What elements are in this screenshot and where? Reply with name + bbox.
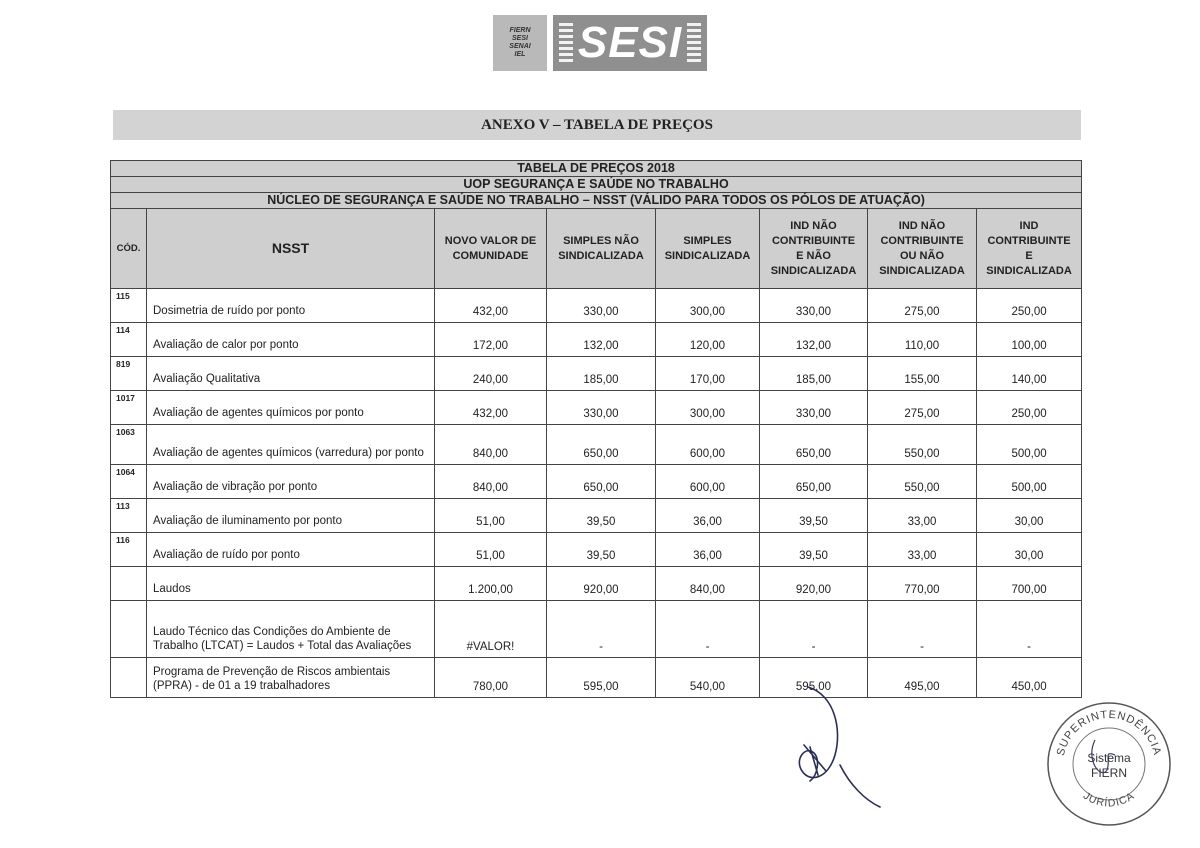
row-code: 819	[111, 357, 147, 391]
row-price: 33,00	[868, 499, 977, 533]
table-row	[111, 465, 1082, 499]
stamp-center-line-1: Sistema	[1087, 751, 1131, 765]
row-price: 650,00	[547, 425, 656, 465]
row-price: 100,00	[977, 323, 1082, 357]
row-price: 920,00	[760, 567, 868, 601]
row-description: Avaliação de agentes químicos por ponto	[147, 391, 435, 425]
row-price: 920,00	[547, 567, 656, 601]
logo-line-fiern: FIERN	[509, 27, 531, 34]
row-price: 550,00	[868, 425, 977, 465]
row-price: 300,00	[656, 289, 760, 323]
row-price: -	[977, 601, 1082, 658]
price-table	[110, 160, 1082, 698]
row-code: 113	[111, 499, 147, 533]
row-description: Dosimetria de ruído por ponto	[147, 289, 435, 323]
row-price: 650,00	[760, 465, 868, 499]
row-price: 650,00	[547, 465, 656, 499]
row-price: 172,00	[435, 323, 547, 357]
table-row	[111, 425, 1082, 465]
table-row	[111, 499, 1082, 533]
row-price: -	[868, 601, 977, 658]
header-nsst: NSST	[147, 209, 435, 289]
row-price: 39,50	[547, 533, 656, 567]
handwritten-signature	[780, 675, 890, 815]
table-row	[111, 658, 1082, 698]
logo-line-sesi: SESI	[512, 35, 528, 42]
row-price: 51,00	[435, 533, 547, 567]
header-simples-nao-sindicalizada: SIMPLES NÃO SINDICALIZADA	[547, 209, 656, 289]
row-price: 250,00	[977, 289, 1082, 323]
row-price: 140,00	[977, 357, 1082, 391]
table-row	[111, 391, 1082, 425]
row-price: 132,00	[760, 323, 868, 357]
juridica-stamp	[1045, 700, 1173, 828]
table-subtitle: UOP SEGURANÇA E SAÚDE NO TRABALHO	[111, 177, 1082, 193]
row-price: 595,00	[760, 658, 868, 698]
row-price: 300,00	[656, 391, 760, 425]
sesi-logo	[493, 15, 707, 71]
table-title: TABELA DE PREÇOS 2018	[111, 161, 1082, 177]
row-price: -	[760, 601, 868, 658]
row-description: Laudos	[147, 567, 435, 601]
row-price: 840,00	[656, 567, 760, 601]
header-ind-nao-contribuinte-e-nao: IND NÃO CONTRIBUINTE E NÃO SINDICALIZADA	[760, 209, 868, 289]
row-price: 595,00	[547, 658, 656, 698]
row-price: 240,00	[435, 357, 547, 391]
row-price: 495,00	[868, 658, 977, 698]
row-description: Avaliação de agentes químicos (varredura) por ponto	[147, 425, 435, 465]
row-price: 1.200,00	[435, 567, 547, 601]
header-novo-valor: NOVO VALOR DE COMUNIDADE	[435, 209, 547, 289]
table-row	[111, 323, 1082, 357]
row-price: 700,00	[977, 567, 1082, 601]
row-price: 550,00	[868, 465, 977, 499]
row-code: 1063	[111, 425, 147, 465]
row-price: 275,00	[868, 289, 977, 323]
row-price: 840,00	[435, 425, 547, 465]
row-description: Avaliação Qualitativa	[147, 357, 435, 391]
row-price: 780,00	[435, 658, 547, 698]
row-price: 39,50	[547, 499, 656, 533]
row-code: 114	[111, 323, 147, 357]
row-price: 39,50	[760, 533, 868, 567]
row-code: 1017	[111, 391, 147, 425]
row-price: 540,00	[656, 658, 760, 698]
row-price: 110,00	[868, 323, 977, 357]
row-price: 155,00	[868, 357, 977, 391]
row-price: 330,00	[547, 289, 656, 323]
row-price: 120,00	[656, 323, 760, 357]
row-price: 30,00	[977, 533, 1082, 567]
row-price: 432,00	[435, 289, 547, 323]
logo-line-iel: IEL	[514, 51, 526, 58]
row-price: 500,00	[977, 425, 1082, 465]
row-price: 330,00	[760, 289, 868, 323]
row-price: 650,00	[760, 425, 868, 465]
header-simples-sindicalizada: SIMPLES SINDICALIZADA	[656, 209, 760, 289]
annex-title: ANEXO V – TABELA DE PREÇOS	[481, 116, 713, 133]
header-ind-nao-contribuinte-ou-nao: IND NÃO CONTRIBUINTE OU NÃO SINDICALIZADA	[868, 209, 977, 289]
svg-text:JURÍDICA	[1081, 790, 1137, 810]
header-ind-contribuinte-e-sindicalizada: IND CONTRIBUINTE E SINDICALIZADA	[977, 209, 1082, 289]
row-price: 840,00	[435, 465, 547, 499]
row-price: -	[656, 601, 760, 658]
row-price: 330,00	[547, 391, 656, 425]
row-description: Laudo Técnico das Condições do Ambiente de Trabalho (LTCAT) = Laudos + Total das Avaliações	[147, 601, 435, 658]
header-cod: CÓD.	[111, 209, 147, 289]
row-price: -	[547, 601, 656, 658]
table-row	[111, 357, 1082, 391]
row-price: 600,00	[656, 465, 760, 499]
stamp-ring-bottom: JURÍDICA	[1080, 789, 1138, 810]
row-price: 51,00	[435, 499, 547, 533]
sesi-brand-mark	[553, 15, 707, 71]
row-price: 185,00	[760, 357, 868, 391]
row-price: #VALOR!	[435, 601, 547, 658]
stamp-center-line-2: FIERN	[1091, 766, 1127, 780]
sesi-brand-text: SESI	[577, 18, 683, 67]
row-code	[111, 601, 147, 658]
row-price: 170,00	[656, 357, 760, 391]
row-price: 30,00	[977, 499, 1082, 533]
row-price: 432,00	[435, 391, 547, 425]
row-price: 39,50	[760, 499, 868, 533]
annex-title-bar	[113, 110, 1081, 140]
row-price: 36,00	[656, 533, 760, 567]
row-price: 250,00	[977, 391, 1082, 425]
row-description: Avaliação de calor por ponto	[147, 323, 435, 357]
row-price: 500,00	[977, 465, 1082, 499]
logo-line-senai: SENAI	[509, 43, 531, 50]
row-description: Programa de Prevenção de Riscos ambientais (PPRA) - de 01 a 19 trabalhadores	[147, 658, 435, 698]
table-row	[111, 533, 1082, 567]
row-code: 115	[111, 289, 147, 323]
row-price: 33,00	[868, 533, 977, 567]
row-price: 600,00	[656, 425, 760, 465]
table-row	[111, 567, 1082, 601]
row-price: 185,00	[547, 357, 656, 391]
table-row	[111, 289, 1082, 323]
row-price: 132,00	[547, 323, 656, 357]
row-description: Avaliação de vibração por ponto	[147, 465, 435, 499]
row-code: 116	[111, 533, 147, 567]
row-price: 450,00	[977, 658, 1082, 698]
row-price: 36,00	[656, 499, 760, 533]
row-code	[111, 567, 147, 601]
row-code	[111, 658, 147, 698]
row-price: 330,00	[760, 391, 868, 425]
row-description: Avaliação de iluminamento por ponto	[147, 499, 435, 533]
row-code: 1064	[111, 465, 147, 499]
stamp-ring-top: SUPERINTENDÊNCIA	[1054, 708, 1164, 757]
row-description: Avaliação de ruído por ponto	[147, 533, 435, 567]
row-price: 275,00	[868, 391, 977, 425]
row-price: 770,00	[868, 567, 977, 601]
table-row	[111, 601, 1082, 658]
table-section-title: NÚCLEO DE SEGURANÇA E SAÚDE NO TRABALHO – NSST (VÁLIDO PARA TODOS OS PÓLOS DE ATUAÇÃO)	[111, 193, 1082, 209]
fiern-system-logo	[493, 15, 547, 71]
